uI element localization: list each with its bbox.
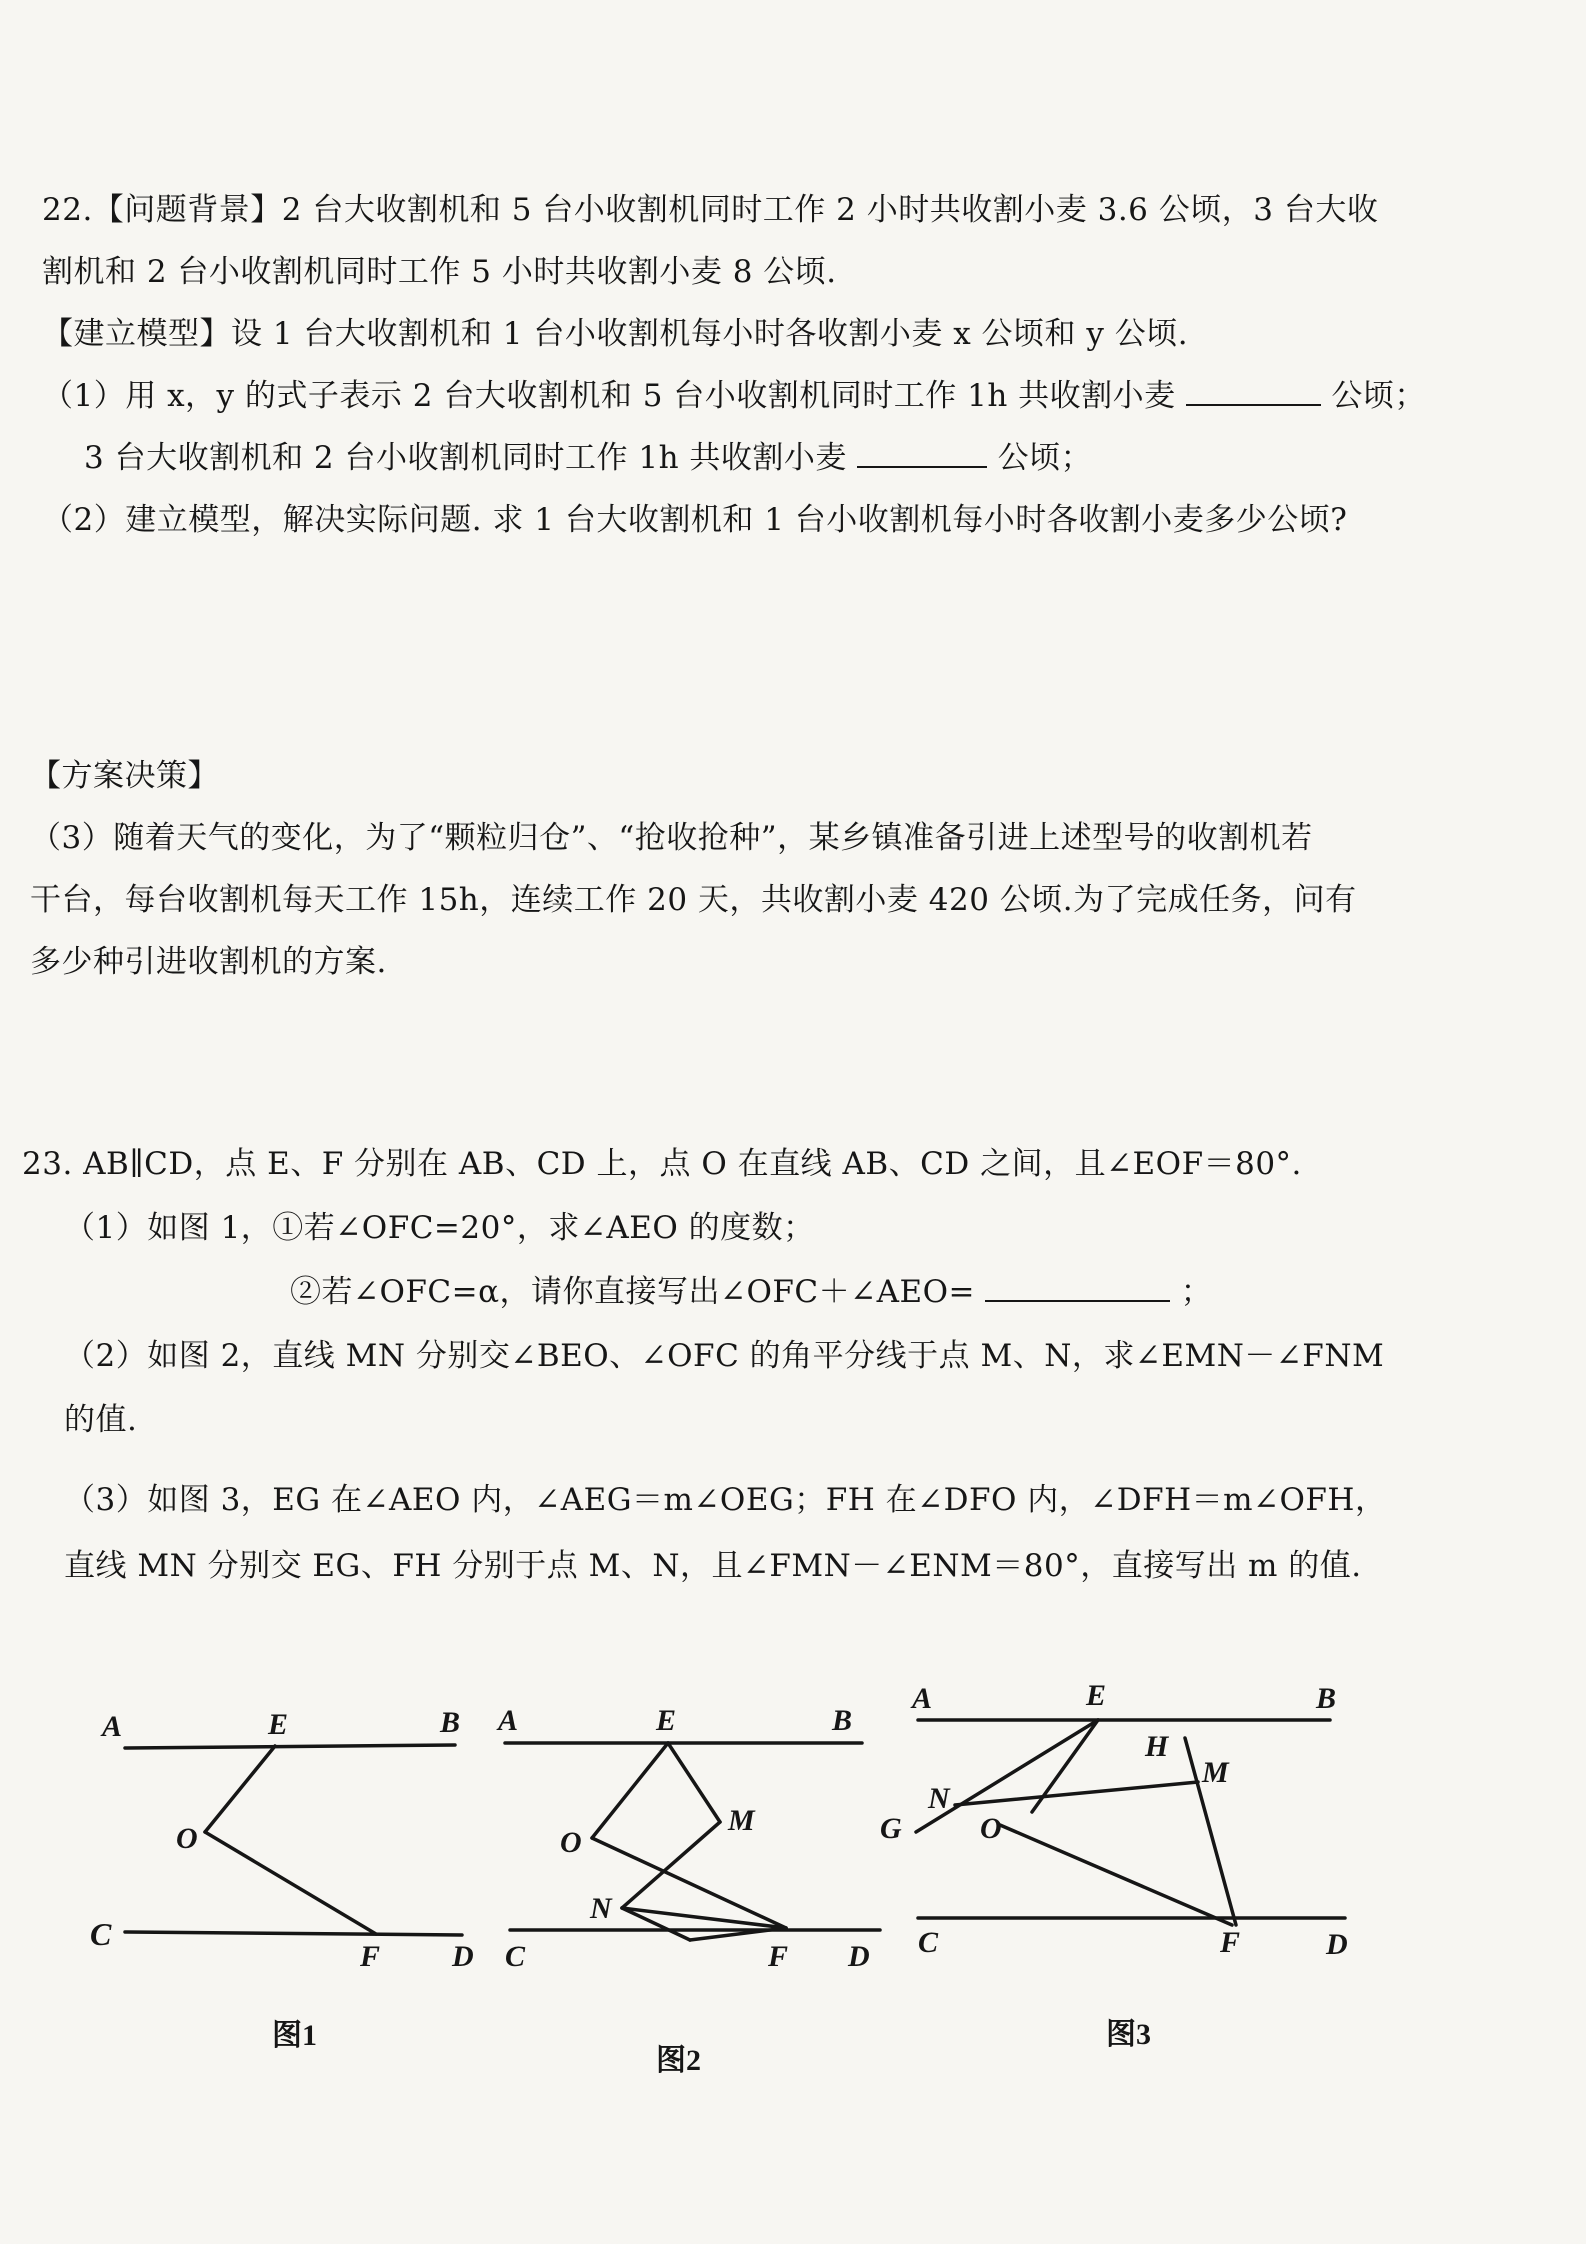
fig3-ray-eg — [916, 1720, 1098, 1832]
fig1-segment-eo — [205, 1746, 275, 1832]
q23-part1b-end: ； — [1180, 1274, 1213, 1310]
fig2-label-a: A — [498, 1704, 519, 1737]
q23-part1b — [290, 1272, 1212, 1312]
fig2-label-o: O — [560, 1826, 582, 1859]
q22-line-1: 22.【问题背景】2 台大收割机和 5 台小收割机同时工作 2 小时共收割小麦 3.6 公顷，3 台大收 — [42, 192, 1379, 228]
fig3-label-d: D — [1326, 1928, 1348, 1961]
fig1-label-f: F — [360, 1940, 381, 1973]
fig2-label-c: C — [505, 1940, 526, 1973]
q22-heading-plan: 【方案决策】 — [30, 758, 219, 794]
fig1-label-b: B — [440, 1706, 461, 1739]
fig2-segment-em — [668, 1743, 720, 1822]
q22-answer-blank-1[interactable] — [1186, 378, 1321, 406]
figures-area — [0, 1640, 1586, 2100]
q22-part3-line-3: 多少种引进收割机的方案. — [30, 944, 387, 980]
fig1-line-ab — [125, 1745, 455, 1748]
fig1-label-o: O — [176, 1822, 198, 1855]
q22-part1a — [42, 376, 1426, 416]
fig3-label-b: B — [1316, 1682, 1337, 1715]
fig3-caption: 图3 — [1106, 2018, 1151, 2051]
fig1-label-d: D — [452, 1940, 474, 1973]
q23-part3-line-1: （3）如图 3，EG 在∠AEO 内，∠AEG＝m∠OEG；FH 在∠DFO 内，∠DFH＝m∠OFH， — [64, 1482, 1387, 1518]
fig3-label-h: H — [1145, 1730, 1169, 1763]
q22-answer-blank-2[interactable] — [857, 440, 987, 468]
fig3-label-c: C — [918, 1926, 939, 1959]
q22-line-2: 割机和 2 台小收割机同时工作 5 小时共收割小麦 8 公顷. — [42, 254, 837, 290]
q22-part1b-text: 3 台大收割机和 2 台小收割机同时工作 1h 共收割小麦 — [84, 440, 847, 476]
fig2-label-e: E — [656, 1704, 677, 1737]
q22-part1a-unit: 公顷； — [1331, 378, 1426, 414]
fig2-label-n: N — [590, 1892, 612, 1925]
fig3-label-m: M — [1202, 1756, 1229, 1789]
q22-part1b — [84, 438, 1092, 478]
q23-part2-line-2: 的值. — [64, 1402, 138, 1438]
fig2-label-f: F — [768, 1940, 789, 1973]
fig3-label-a: A — [912, 1682, 933, 1715]
q22-part3-line-2: 干台，每台收割机每天工作 15h，连续工作 20 天，共收割小麦 420 公顷.为了完成任务，问有 — [30, 882, 1357, 918]
fig2-label-d: D — [848, 1940, 870, 1973]
fig1-label-a: A — [102, 1710, 123, 1743]
q23-part2-line-1: （2）如图 2，直线 MN 分别交∠BEO、∠OFC 的角平分线于点 M、N，求∠EMN－∠FNM — [64, 1338, 1385, 1374]
fig3-label-g: G — [880, 1812, 902, 1845]
fig3-label-e: E — [1086, 1679, 1107, 1712]
fig3-label-o: O — [980, 1812, 1002, 1845]
fig2-segment-eo — [592, 1743, 668, 1838]
q22-part1b-unit: 公顷； — [997, 440, 1093, 476]
q23-line-1: 23. AB∥CD，点 E、F 分别在 AB、CD 上，点 O 在直线 AB、CD 之间，且∠EOF＝80°. — [22, 1146, 1302, 1182]
geometry-figures — [0, 1640, 1586, 2100]
fig2-segment-mn — [622, 1822, 720, 1908]
fig1-label-c: C — [90, 1916, 112, 1952]
fig1-segment-of — [205, 1832, 376, 1934]
q23-answer-blank[interactable] — [985, 1274, 1170, 1302]
fig1-label-e: E — [268, 1708, 289, 1741]
q22-part1a-text: （1）用 x，y 的式子表示 2 台大收割机和 5 台小收割机同时工作 1h 共收割小麦 — [42, 378, 1176, 414]
fig1-line-cd — [125, 1932, 462, 1935]
q22-part2: （2）建立模型，解决实际问题. 求 1 台大收割机和 1 台小收割机每小时各收割小麦多少公顷? — [42, 502, 1348, 538]
fig2-label-b: B — [832, 1704, 853, 1737]
fig3-label-n: N — [928, 1782, 950, 1815]
q22-model-line: 【建立模型】设 1 台大收割机和 1 台小收割机每小时各收割小麦 x 公顷和 y 公顷. — [42, 316, 1189, 352]
q23-part1b-text: ②若∠OFC=α，请你直接写出∠OFC＋∠AEO= — [290, 1274, 976, 1310]
fig3-label-f: F — [1220, 1926, 1241, 1959]
fig2-caption: 图2 — [656, 2044, 701, 2077]
q22-part3-line-1: （3）随着天气的变化，为了“颗粒归仓”、“抢收抢种”，某乡镇准备引进上述型号的收割机若 — [30, 820, 1313, 856]
q23-part1a: （1）如图 1，①若∠OFC=20°，求∠AEO 的度数； — [64, 1210, 815, 1246]
q23-part3-line-2: 直线 MN 分别交 EG、FH 分别于点 M、N，且∠FMN－∠ENM＝80°，直接写出 m 的值. — [64, 1548, 1362, 1584]
fig2-label-m: M — [728, 1804, 755, 1837]
fig1-caption: 图1 — [272, 2019, 317, 2052]
fig3-segment-of — [1000, 1825, 1232, 1925]
